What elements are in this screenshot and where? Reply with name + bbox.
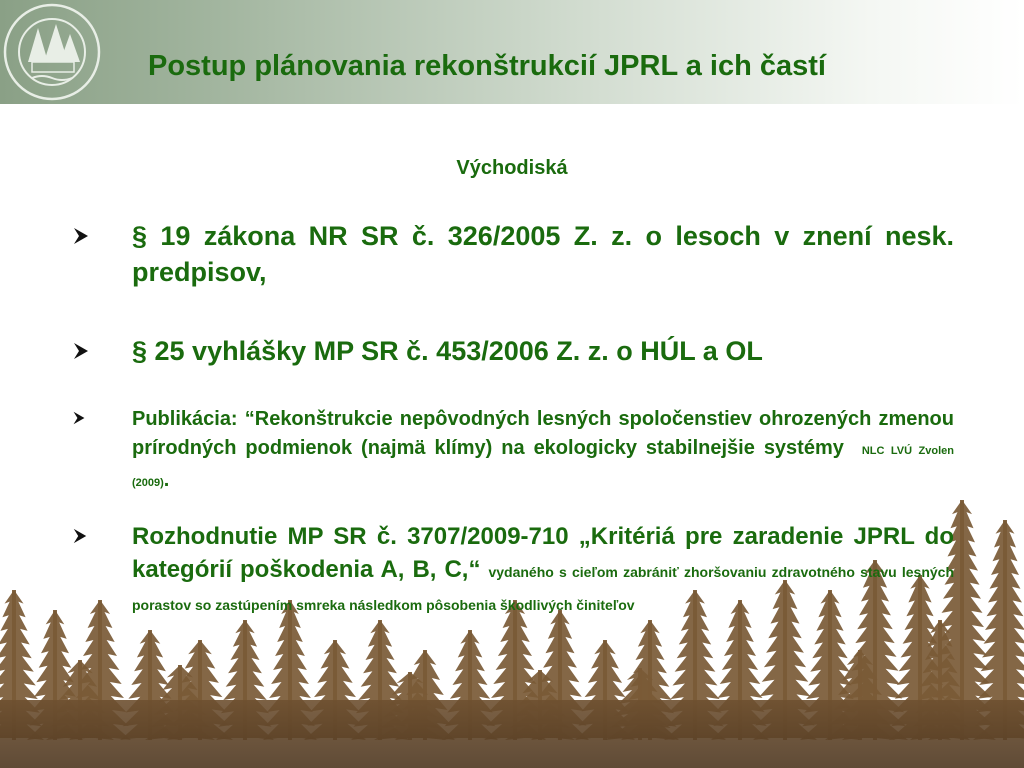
- arrow-bullet-icon: [72, 411, 86, 425]
- arrow-bullet-icon: [72, 227, 90, 245]
- arrow-bullet-icon: [72, 528, 88, 544]
- forest-institute-seal-icon: [2, 2, 102, 102]
- bullet-text: [132, 520, 954, 619]
- slide-title: Postup plánovania rekonštrukcií JPRL a ich častí: [148, 50, 826, 82]
- bullet-text: § 25 vyhlášky MP SR č. 453/2006 Z. z. o HÚL a OL: [132, 336, 763, 366]
- decision-note: vydaného s cieľom zabrániť zhoršovaniu zdravotného stavu lesných porastov so zastúpením smreka následkom pôsobenia škodlivých činiteľov: [132, 564, 955, 613]
- section-subtitle: Východiská: [456, 157, 568, 179]
- bullet-text: [132, 405, 954, 498]
- arrow-bullet-icon: [72, 342, 90, 360]
- publication-end: .: [163, 469, 170, 491]
- publication-text: Publikácia: “Rekonštrukcie nepôvodných lesných spoločenstiev ohrozených zmenou prírodných podmienok (najmä klímy) na ekologicky stabilnejšie systémy: [132, 408, 954, 459]
- bullet-text: § 19 zákona NR SR č. 326/2005 Z. z. o lesoch v znení nesk. predpisov,: [132, 221, 954, 287]
- decision-text: Rozhodnutie MP SR č. 3707/2009-710 „Kritériá pre zaradenie JPRL do kategórií poškodenia A, B, C,“: [132, 523, 954, 583]
- publication-source: NLC LVÚ Zvolen (2009): [132, 445, 954, 489]
